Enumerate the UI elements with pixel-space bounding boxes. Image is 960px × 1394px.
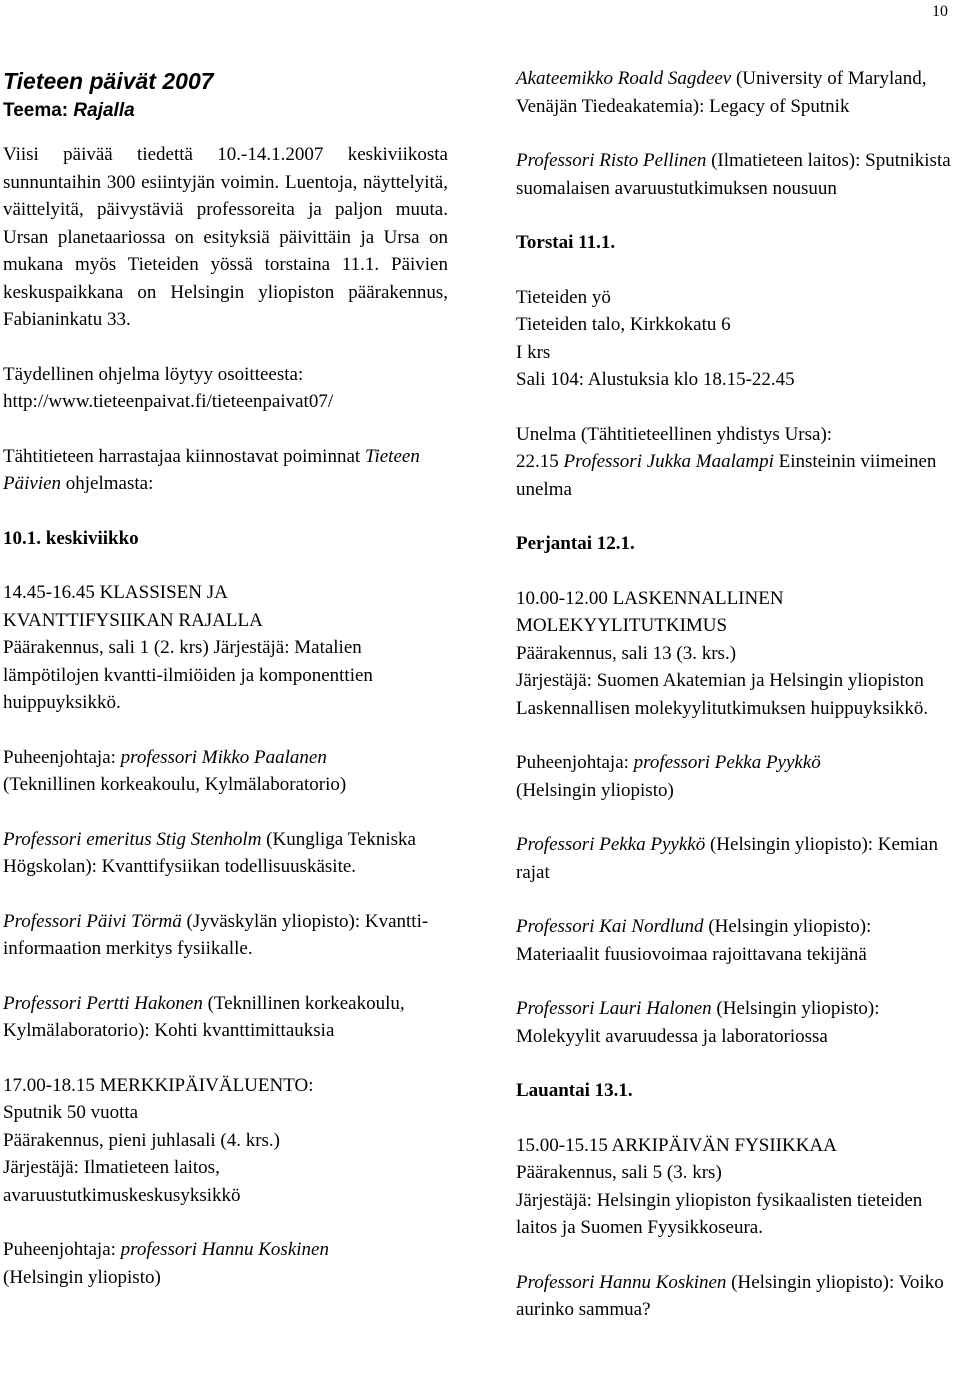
speaker-name: Professori Kai Nordlund [516,916,704,937]
intro-paragraph: Viisi päivää tiedettä 10.-14.1.2007 keskiviikosta sunnuntaihin 300 esiintyjän voimin. Luentoja, näyttelyitä, väittelyitä, päivystäviä professoreita ja paljon muuta. Ursan planetaariossa on esityksiä päivittäin ja Ursa on mukana myös Tieteiden yössä torstaina 11.1. Päivien keskuspaikkana on Helsingin yliopiston päärakennus, Fabianinkatu 33. [3,144,448,330]
program-label: Täydellinen ohjelma löytyy osoitteesta: [3,363,304,385]
session-time: 14.45-16.45 KLASSISEN JA [3,582,228,603]
science-night [516,284,956,394]
session-organizer: Järjestäjä: Helsingin yliopiston fysikaalisten tieteiden laitos ja Suomen Fyysikkoseura. [516,1189,923,1238]
speaker-name: Professori emeritus Stig Stenholm [3,828,262,850]
talk-details: (Helsingin yliopisto): Molekyylit avaruudessa ja laboratoriossa [516,998,880,1047]
left-column [3,65,448,1291]
session-time: 15.00-15.15 ARKIPÄIVÄN FYSIIKKAA [516,1134,837,1156]
session-time: 17.00-18.15 MERKKIPÄIVÄLUENTO: [3,1074,314,1096]
session-molekyyli [516,585,956,723]
chair-affiliation: (Helsingin yliopisto) [3,1266,161,1288]
picks-italic: Tieteen Päivien [3,445,420,494]
session-organizer: Järjestäjä: Suomen Akatemian ja Helsingin yliopiston Laskennallisen molekyylitutkimuksen huippuyksikkö. [516,670,929,719]
ursa-event [516,421,956,504]
chair-name: professori Mikko Paalanen [120,746,327,768]
talk-details: (Helsingin yliopisto): Materiaalit fuusiovoimaa rajoittavana tekijänä [516,916,872,965]
right-column [516,65,956,1324]
event-time: 22.15 [516,451,564,472]
session-merkkipaiva [3,1072,448,1210]
day-heading-wednesday: 10.1. keskiviikko [3,527,139,549]
speaker-name: Professori Jukka Maalampi [563,451,774,472]
talk-details: (Helsingin yliopisto): Voiko aurinko sammua? [516,1271,944,1320]
event-title: Tieteiden yö [516,286,611,308]
theme-label: Teema: [3,100,74,121]
event-place: Tieteiden talo, Kirkkokatu 6 [516,314,731,335]
speaker-name: Akateemikko Roald Sagdeev [516,68,732,89]
session-title: KVANTTIFYSIIKAN RAJALLA [3,609,263,631]
talk-koskinen [516,1269,956,1324]
chair-label: Puheenjohtaja: [3,1239,121,1260]
speaker-name: Professori Päivi Törmä [3,910,182,932]
chair-label: Puheenjohtaja: [3,746,121,768]
page-number: 10 [932,3,948,20]
session-chair [3,1236,448,1291]
session-organizer: Järjestäjä: Ilmatieteen laitos, [3,1157,220,1178]
talk-torma [3,908,448,963]
session-organizer-unit: avaruustutkimuskeskusyksikkö [3,1184,241,1206]
talk-sagdeev [516,65,956,120]
picks-text: Tähtitieteen harrastajaa kiinnostavat poiminnat [3,445,361,467]
talk-details: (University of Maryland, Venäjän Tiedeakatemia): Legacy of Sputnik [516,68,927,117]
talk-stenholm [3,826,448,881]
talk-details: Einsteinin viimeinen unelma [516,451,937,500]
theme-line [3,97,448,125]
session-place: Päärakennus, sali 5 (3. krs) [516,1162,722,1183]
theme-value: Rajalla [73,100,135,121]
talk-details: (Ilmatieteen laitos): Sputnikista suomalaisen avaruustutkimuksen nousuun [516,150,951,199]
day-heading-thursday: Torstai 11.1. [516,232,616,253]
speaker-name: Professori Pertti Hakonen [3,992,203,1014]
session-title: MOLEKYYLITUTKIMUS [516,615,728,636]
talk-pyykko [516,831,956,886]
session-title: Sputnik 50 vuotta [3,1102,139,1123]
talk-details: (Helsingin yliopisto): Kemian rajat [516,834,938,883]
session-chair [3,744,448,799]
session-place: Päärakennus, sali 13 (3. krs.) [516,642,737,664]
talk-details: (Teknillinen korkeakoulu, Kylmälaboratorio): Kohti kvanttimittauksia [3,992,405,1041]
chair-affiliation: (Teknillinen korkeakoulu, Kylmälaboratorio) [3,774,347,795]
chair-affiliation: (Helsingin yliopisto) [516,779,674,801]
program-url-link[interactable]: http://www.tieteenpaivat.fi/tieteenpaivat07/ [3,391,334,412]
speaker-name: Professori Lauri Halonen [516,998,712,1019]
day-heading-friday: Perjantai 12.1. [516,533,635,554]
event-title: Unelma (Tähtitieteellinen yhdistys Ursa): [516,423,833,445]
session-chair [516,749,956,804]
day-heading-saturday: Lauantai 13.1. [516,1080,633,1101]
speaker-name: Professori Risto Pellinen [516,150,707,171]
session-place: Päärakennus, sali 1 (2. krs) Järjestäjä: Matalien lämpötilojen kvantti-ilmiöiden ja komponenttien huippuyksikkö. [3,637,373,713]
session-klassisen [3,579,448,717]
chair-label: Puheenjohtaja: [516,752,634,773]
talk-details: (Jyväskylän yliopisto): Kvantti-informaation merkitys fysiikalle. [3,910,429,959]
picks-end: ohjelmasta: [61,473,154,494]
event-room: Sali 104: Alustuksia klo 18.15-22.45 [516,369,795,390]
session-arkipaiva [516,1132,956,1242]
program-info [3,361,448,416]
event-floor: I krs [516,341,551,363]
session-time: 10.00-12.00 LASKENNALLINEN [516,587,784,609]
picks-intro [3,443,448,498]
session-place: Päärakennus, pieni juhlasali (4. krs.) [3,1129,281,1151]
chair-name: professori Hannu Koskinen [120,1239,329,1260]
talk-details: (Kungliga Tekniska Högskolan): Kvanttifysiikan todellisuuskäsite. [3,828,416,877]
talk-nordlund [516,913,956,968]
talk-pellinen [516,147,956,202]
chair-name: professori Pekka Pyykkö [633,752,821,773]
page-title: Tieteen päivät 2007 [3,68,214,94]
speaker-name: Professori Pekka Pyykkö [516,834,706,855]
talk-hakonen [3,990,448,1045]
speaker-name: Professori Hannu Koskinen [516,1271,727,1293]
talk-halonen [516,995,956,1050]
